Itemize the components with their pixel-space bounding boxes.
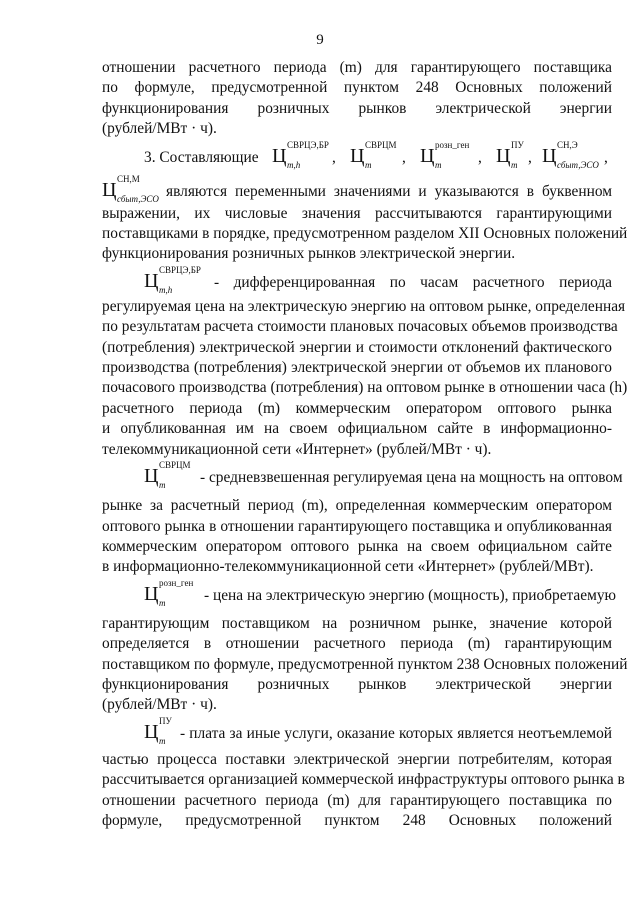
text-line: рассчитывается организацией коммерческой инфраструктуры оптового рынка в	[102, 771, 625, 789]
symbol-c-svrce-br: Ц СВРЦЭ,БР m,h	[272, 139, 329, 170]
symbol-c-pu: Ц ПУ m	[496, 139, 524, 170]
text-line: по формуле, предусмотренной пунктом 248 Основных положений	[102, 79, 612, 97]
def1-first-line: Ц СВРЦЭ,БР m,h - дифференцированная по часам расчетного периода	[144, 264, 612, 295]
text-line: телекоммуникационной сети «Интернет» (рублей/МВт · ч).	[102, 440, 492, 458]
symbol-c-pu: Ц ПУ m	[144, 715, 172, 746]
text-line: (рублей/МВт · ч).	[102, 696, 217, 714]
text-line: коммерческим оператором оптового рынка на своем официальном сайте	[102, 537, 612, 555]
item3-line2: Ц СН,М сбыт,ЭСО являются переменными значениями и указываются в буквенном	[102, 173, 612, 204]
text-line: гарантирующим поставщиком на розничном рынке, значение которой	[102, 614, 612, 632]
def2-first-line: Ц СВРЦМ m - средневзвешенная регулируемая цена на мощность на оптовом	[144, 460, 623, 491]
text-line: и опубликованная им на своем официальном сайте в информационно-	[102, 420, 612, 438]
text-line: поставщиками в порядке, предусмотренном разделом XII Основных положений	[102, 225, 628, 243]
symbol-c-sn-e: Ц СН,Э сбыт,ЭСО	[542, 139, 599, 170]
text-line: выражении, их числовые значения рассчитываются гарантирующими	[102, 204, 612, 222]
text-line: определяется в отношении расчетного периода (m) гарантирующим	[102, 635, 612, 653]
text-line: поставщиком по формуле, предусмотренной пунктом 238 Основных положений	[102, 655, 628, 673]
text-line: функционирования розничных рынков электрической энергии.	[102, 245, 516, 263]
def3-first-line: Ц розн_ген m - цена на электрическую энергию (мощность), приобретаемую	[144, 577, 617, 608]
text-line: в информационно-телекоммуникационной сети «Интернет» (рублей/МВт).	[102, 558, 594, 576]
symbol-c-rozn-gen: Ц розн_ген m	[144, 577, 194, 608]
body-text	[102, 58, 628, 831]
symbol-c-svrcm: Ц СВРЦМ m	[350, 139, 397, 170]
text-line: частью процесса поставки электрической энергии потребителям, которая	[102, 750, 612, 768]
text-line: расчетного периода (m) коммерческим оператором оптового рынка	[102, 399, 612, 417]
item3-lead: 3. Составляющие	[144, 148, 259, 166]
text-line: (потребления) электрической энергии и стоимости отклонений фактического	[102, 338, 612, 356]
text-line: функционирования розничных рынков электрической энергии	[102, 675, 612, 693]
text-line: отношении расчетного периода (m) для гарантирующего поставщика по	[102, 791, 612, 809]
text-line: (рублей/МВт · ч).	[102, 120, 217, 138]
symbol-c-svrcm: Ц СВРЦМ m	[144, 460, 191, 491]
page-number: 9	[316, 32, 324, 48]
text-line: по результатам расчета стоимости плановых почасовых объемов производства	[102, 318, 618, 336]
symbol-c-rozn-gen: Ц розн_ген m	[420, 139, 470, 170]
text-line: регулируемая цена на электрическую энергию на оптовом рынке, определенная	[102, 297, 626, 315]
def4-first-line: Ц ПУ m - плата за иные услуги, оказание которых является неотъемлемой	[144, 715, 612, 746]
text-line: рынке за расчетный период (m), определенная коммерческим оператором	[102, 497, 612, 515]
text-line: оптового рынка в отношении гарантирующего поставщика и опубликованная	[102, 517, 612, 535]
symbol-c-svrce-br: Ц СВРЦЭ,БР m,h	[144, 264, 201, 295]
item3-symbols-line: 3. Составляющие Ц СВРЦЭ,БР m,h , Ц СВРЦМ m , Ц розн_ген m , Ц ПУ m , Ц СН,Э сбыт,ЭСО ,	[144, 139, 608, 170]
text-line: формуле, предусмотренной пунктом 248 Основных положений	[102, 811, 612, 829]
text-line: отношении расчетного периода (m) для гарантирующего поставщика	[102, 59, 612, 76]
text-line: почасового производства (потребления) на оптовом рынке в отношении часа (h)	[102, 379, 628, 397]
text-line: функционирования розничных рынков электрической энергии	[102, 99, 612, 117]
symbol-c-sn-m: Ц СН,М сбыт,ЭСО	[102, 173, 159, 204]
text-line: производства (потребления) электрической энергии от объемов их планового	[102, 359, 612, 377]
